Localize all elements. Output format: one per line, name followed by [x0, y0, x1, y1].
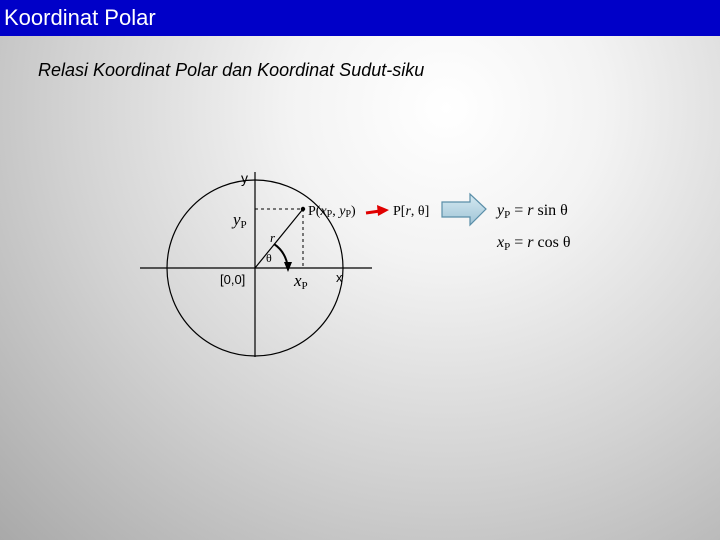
point-p-label: P(xP, yP): [308, 204, 356, 220]
theta-label: θ: [266, 251, 272, 265]
origin-label: [0,0]: [220, 272, 246, 287]
radius-vector: [255, 209, 303, 268]
page-title: Koordinat Polar: [4, 5, 156, 30]
slide-subtitle: Relasi Koordinat Polar dan Koordinat Sudut-siku: [38, 60, 425, 80]
y-axis-label: y: [241, 170, 248, 186]
equation-xp: xP = r cos θ: [497, 234, 571, 253]
equation-yp: yP = r sin θ: [497, 202, 568, 221]
point-p: [301, 207, 305, 211]
xp-label: xP: [294, 271, 308, 292]
theta-arrowhead: [284, 262, 292, 272]
x-axis-label: x: [336, 270, 343, 285]
polar-point-label: P[r, θ]: [393, 204, 430, 219]
block-arrow-icon: [442, 194, 486, 225]
red-arrow-icon: [366, 205, 389, 216]
yp-label: yP: [233, 210, 247, 231]
r-label: r: [270, 230, 276, 245]
